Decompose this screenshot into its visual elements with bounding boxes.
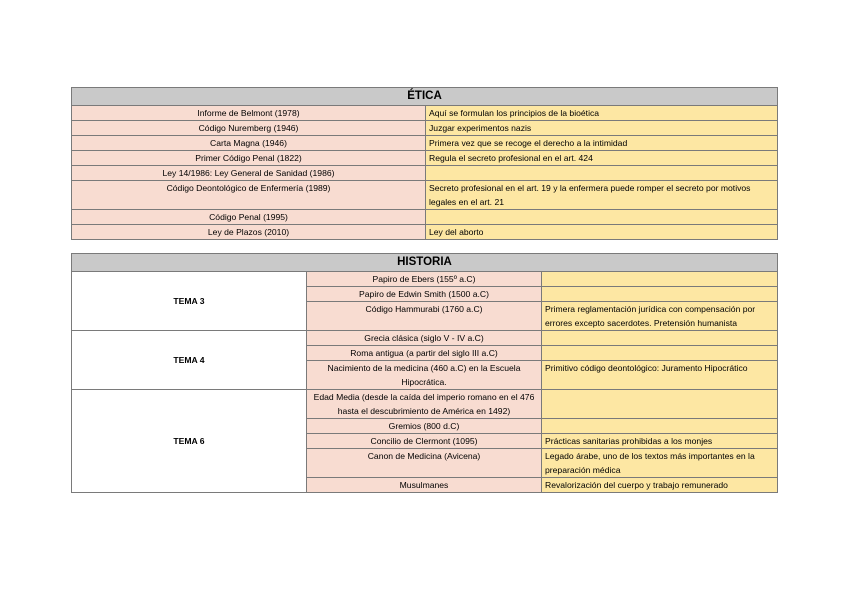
historia-description-cell: Primitivo código deontológico: Juramento Hipocrático	[542, 361, 778, 390]
etica-description-cell: Regula el secreto profesional en el art. 424	[426, 151, 778, 166]
etica-law-cell: Código Penal (1995)	[72, 210, 426, 225]
historia-description-cell: Legado árabe, uno de los textos más importantes en la preparación médica	[542, 449, 778, 478]
historia-description-cell	[542, 287, 778, 302]
etica-description-cell	[426, 166, 778, 181]
table-row	[72, 151, 778, 166]
historia-description-cell	[542, 419, 778, 434]
table-row	[72, 106, 778, 121]
table-row	[72, 331, 778, 346]
historia-header-row	[72, 254, 778, 272]
etica-description-cell: Secreto profesional en el art. 19 y la enfermera puede romper el secreto por motivos legales en el art. 21	[426, 181, 778, 210]
etica-header-row	[72, 88, 778, 106]
historia-event-cell: Canon de Medicina (Avicena)	[307, 449, 542, 478]
historia-event-cell: Concilio de Clermont (1095)	[307, 434, 542, 449]
etica-law-cell: Ley 14/1986: Ley General de Sanidad (1986)	[72, 166, 426, 181]
table-row	[72, 225, 778, 240]
table-row	[72, 390, 778, 419]
historia-event-cell: Grecia clásica (siglo V - IV a.C)	[307, 331, 542, 346]
table-row	[72, 121, 778, 136]
historia-event-cell: Gremios (800 d.C)	[307, 419, 542, 434]
historia-description-cell	[542, 272, 778, 287]
etica-law-cell: Informe de Belmont (1978)	[72, 106, 426, 121]
table-row	[72, 210, 778, 225]
etica-description-cell: Aquí se formulan los principios de la bioética	[426, 106, 778, 121]
historia-event-cell: Nacimiento de la medicina (460 a.C) en la Escuela Hipocrática.	[307, 361, 542, 390]
historia-description-cell: Primera reglamentación jurídica con compensación por errores excepto sacerdotes. Pretensión humanista	[542, 302, 778, 331]
historia-event-cell: Edad Media (desde la caída del imperio romano en el 476 hasta el descubrimiento de América en 1492)	[307, 390, 542, 419]
etica-title: ÉTICA	[72, 88, 778, 106]
tema-label: TEMA 6	[72, 390, 307, 493]
table-row	[72, 272, 778, 287]
historia-title: HISTORIA	[72, 254, 778, 272]
etica-law-cell: Carta Magna (1946)	[72, 136, 426, 151]
etica-table	[71, 87, 778, 240]
historia-description-cell	[542, 390, 778, 419]
etica-description-cell	[426, 210, 778, 225]
etica-description-cell: Juzgar experimentos nazis	[426, 121, 778, 136]
etica-description-cell: Primera vez que se recoge el derecho a la intimidad	[426, 136, 778, 151]
etica-description-cell: Ley del aborto	[426, 225, 778, 240]
historia-table	[71, 253, 778, 493]
historia-description-cell	[542, 331, 778, 346]
tema-label: TEMA 3	[72, 272, 307, 331]
historia-event-cell: Roma antigua (a partir del siglo III a.C)	[307, 346, 542, 361]
historia-event-cell: Código Hammurabi (1760 a.C)	[307, 302, 542, 331]
historia-event-cell: Papiro de Edwin Smith (1500 a.C)	[307, 287, 542, 302]
etica-law-cell: Código Deontológico de Enfermería (1989)	[72, 181, 426, 210]
etica-law-cell: Ley de Plazos (2010)	[72, 225, 426, 240]
historia-description-cell	[542, 346, 778, 361]
historia-description-cell: Revalorización del cuerpo y trabajo remunerado	[542, 478, 778, 493]
historia-description-cell: Prácticas sanitarias prohibidas a los monjes	[542, 434, 778, 449]
etica-law-cell: Primer Código Penal (1822)	[72, 151, 426, 166]
historia-event-cell: Musulmanes	[307, 478, 542, 493]
table-row	[72, 136, 778, 151]
table-row	[72, 166, 778, 181]
etica-law-cell: Código Nuremberg (1946)	[72, 121, 426, 136]
tema-label: TEMA 4	[72, 331, 307, 390]
table-row	[72, 181, 778, 210]
historia-event-cell: Papiro de Ebers (155º a.C)	[307, 272, 542, 287]
